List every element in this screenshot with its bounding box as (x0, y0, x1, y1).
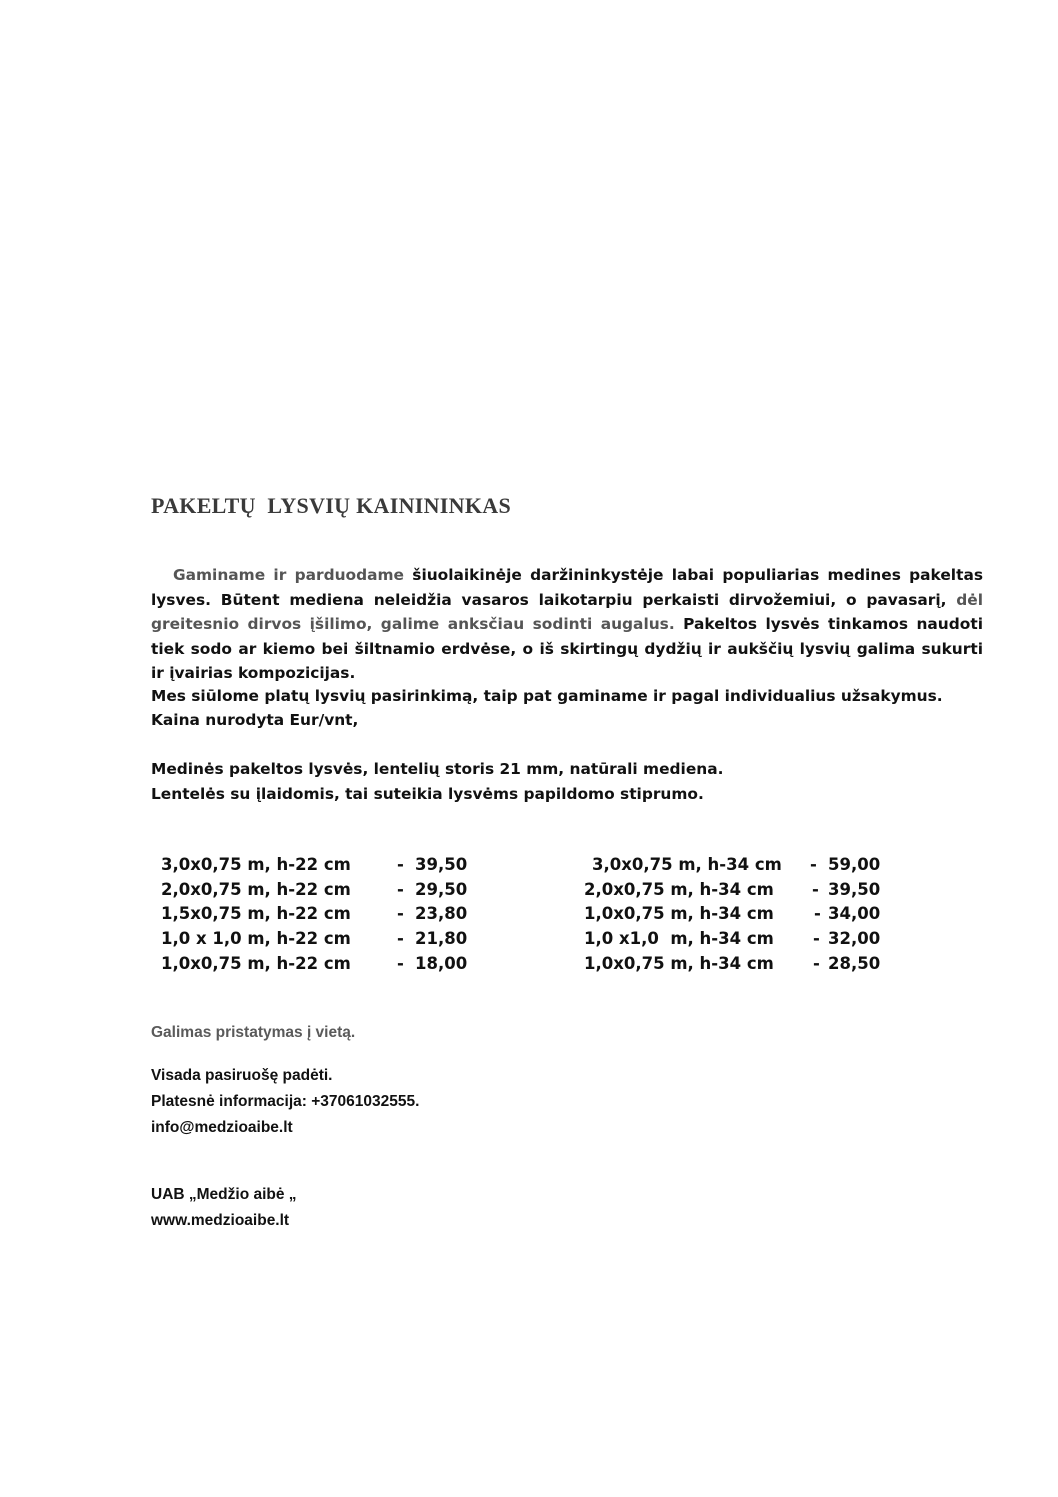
page-title: PAKELTŲ LYSVIŲ KAINININKAS (151, 493, 511, 518)
intro-text-highlight: dėl greitesnio dirvos įšilimo, galime anksčiau sodinti augalus. (151, 590, 983, 633)
bed-price: 23,80 (415, 904, 468, 924)
website-link[interactable]: www.medzioaibe.lt (151, 1212, 290, 1229)
dash-separator: - (397, 929, 404, 949)
dash-separator: - (397, 855, 404, 874)
bed-price: 18,00 (415, 953, 468, 973)
contact-block (151, 1063, 419, 1141)
dash-separator: - (397, 904, 404, 924)
dash-separator: - (813, 929, 820, 949)
bed-size: 2,0x0,75 m, h-34 cm (584, 879, 774, 899)
bed-price: 28,50 (828, 953, 881, 973)
bed-size: 1,0x0,75 m, h-34 cm (584, 904, 774, 924)
dash-separator: - (397, 879, 404, 899)
bed-price: 59,00 (828, 855, 881, 874)
product-description (151, 757, 723, 806)
company-name: UAB „Medžio aibė „ (151, 1186, 297, 1203)
description-line: Medinės pakeltos lysvės, lentelių storis 21 mm, natūrali mediena. (151, 760, 724, 778)
ready-to-help-text: Visada pasiruošę padėti. (151, 1067, 333, 1084)
dash-separator: - (814, 904, 821, 924)
company-block (151, 1182, 297, 1234)
dash-separator: - (813, 953, 820, 973)
bed-price: 21,80 (415, 929, 468, 949)
bed-size: 1,0x0,75 m, h-22 cm (161, 953, 351, 973)
delivery-note: Galimas pristatymas į vietą. (151, 1024, 356, 1041)
bed-size: 1,5x0,75 m, h-22 cm (161, 904, 351, 924)
offer-text: Mes siūlome platų lysvių pasirinkimą, taip pat gaminame ir pagal individualius užsakymus. (151, 687, 943, 705)
email-link[interactable]: info@medzioaibe.lt (151, 1119, 293, 1136)
phone-info: Platesnė informacija: +37061032555. (151, 1093, 420, 1110)
bed-price: 32,00 (828, 929, 881, 949)
bed-price: 39,50 (828, 879, 881, 899)
dash-separator: - (810, 855, 817, 874)
intro-text-lead: Gaminame ir parduodame (173, 566, 413, 584)
bed-price: 34,00 (828, 904, 881, 924)
dash-separator: - (397, 953, 404, 973)
intro-text-body: šiuolaikinėje daržininkystėje labai populiarias medines pakeltas lysves. Būtent mediena neleidžia vasaros laikotarpiu perkaisti dirvožemiui, o pavasarį, (151, 566, 983, 609)
bed-price: 29,50 (415, 879, 468, 899)
description-line: Lentelės su įlaidomis, tai suteikia lysvėms papildomo stiprumo. (151, 784, 704, 803)
intro-paragraph (151, 563, 983, 686)
price-unit-note: Kaina nurodyta Eur/vnt, (151, 711, 359, 729)
dash-separator: - (812, 879, 819, 899)
intro-text-tail: Pakeltos lysvės tinkamos naudoti tiek sodo ar kiemo bei šiltnamio erdvėse, o iš skirtingų dydžių ir aukščių lysvių galima sukurti ir įvairias kompozicijas. (151, 615, 983, 682)
bed-size: 2,0x0,75 m, h-22 cm (161, 879, 351, 899)
bed-size: 3,0x0,75 m, h-22 cm (161, 855, 351, 874)
bed-size: 1,0x0,75 m, h-34 cm (584, 953, 774, 973)
bed-size: 1,0 x 1,0 m, h-22 cm (161, 929, 351, 949)
bed-size: 3,0x0,75 m, h-34 cm (592, 855, 782, 874)
bed-size: 1,0 x1,0 m, h-34 cm (584, 929, 774, 949)
bed-price: 39,50 (415, 855, 468, 874)
